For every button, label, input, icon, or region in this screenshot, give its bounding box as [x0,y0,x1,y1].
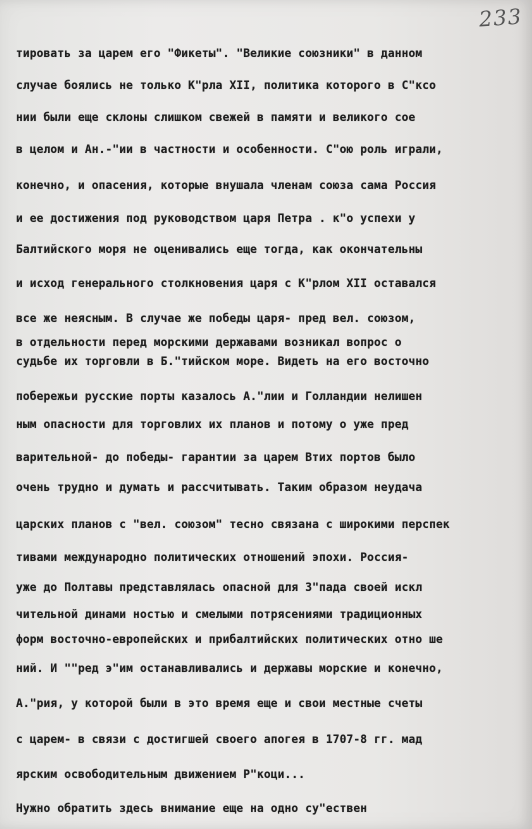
text-line-2: случае боялись не только К"рла XII, политика которого в С"кcо [16,79,437,92]
text-line-24: ярским освободительным движением Р"коци... [16,768,306,781]
text-line-4: в целом и Ан.-"ии в частности и особенности. С"ою роль играли, [16,143,443,156]
text-line-7: Балтийского моря не оценивались еще тогда, как окончательны [16,243,423,256]
text-line-12: побережьи русские порты казалось А."лии и Голландии нелишен [16,390,423,403]
text-line-6: и ее достижения под руководством царя Петра . к"о успехи у [16,212,416,225]
text-line-23: с царем- в связи с достигшей своего апогея в 1707-8 гг. мад [16,733,423,746]
text-line-21: ний. И ""ред э"им останавливались и державы морские и конечно, [16,662,443,675]
text-line-8: и исход генерального столкновения царя с К"рлом XII оставался [16,277,437,290]
text-line-5: конечно, и опасения, которые внушала членам союза сама Россия [16,179,437,192]
text-line-14: варительной- до победы- гарантии за царем Втих портов было [16,451,416,464]
text-line-1: тировать за царем его "Фикеты". "Великие союзники" в данном [16,47,423,60]
text-line-10: в отдельности перед морскими державами возникал вопрос о [16,336,402,349]
text-line-9: все же неясным. В случае же победы царя- пред вел. союзом, [16,312,416,325]
text-line-20: форм восточно-европейских и прибалтийских политических отно ше [16,633,443,646]
text-line-15: очень трудно и думать и рассчитывать. Таким образом неудача [16,481,423,494]
text-line-3: нии были еще склоны слишком свежей в памяти и великого сое [16,111,416,124]
text-line-17: тивами международно политических отношений эпохи. Россия- [16,551,409,564]
text-line-16: царских планов с "вел. союзом" тесно связана с широкими перспек [16,518,450,531]
text-line-13: ным опасности для торговлих их планов и потому о уже пред [16,418,409,431]
folio-number: 233 [478,4,523,32]
text-line-18: уже до Полтавы представлялась опасной для З"пада своей искл [16,581,423,594]
text-line-19: чительной динами ностью и смелыми потрясениями традиционных [16,608,423,621]
text-line-25: Нужно обратить здесь внимание еще на одно су"ествен [16,802,368,815]
text-line-11: судьбе их торговли в Б."тийском море. Видеть на его восточно [16,355,430,368]
text-line-22: А."рия, у которой были в это время еще и свои местные счеты [16,697,423,710]
